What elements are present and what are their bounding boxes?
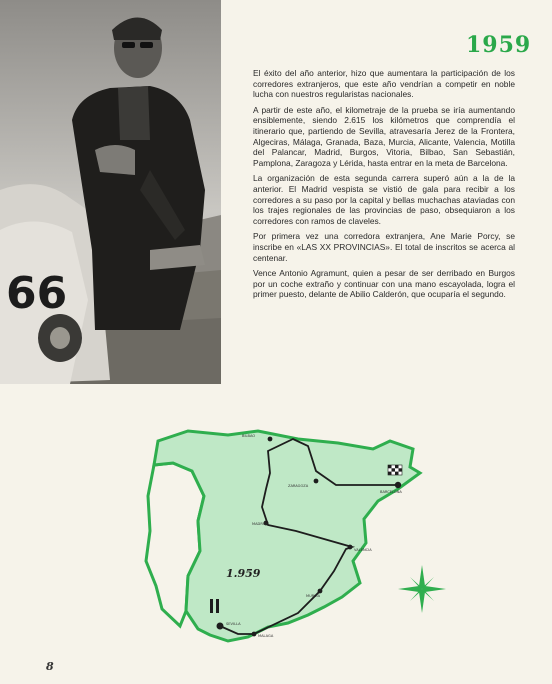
- city-dot: [348, 545, 353, 550]
- city-label-sevilla: SEVILLA: [226, 622, 241, 626]
- city-label-zaragoza: ZARAGOZA: [288, 484, 309, 488]
- map-year-label: 1.959: [226, 567, 261, 580]
- city-dot: [395, 482, 401, 488]
- scooter-number: 66: [6, 268, 68, 319]
- city-label-barcelona: BARCELONA: [380, 490, 402, 494]
- page-number: 8: [46, 660, 54, 673]
- route-map: [128, 401, 448, 664]
- city-dot: [217, 623, 224, 630]
- city-label-malaga: MALAGA: [258, 634, 274, 638]
- paragraph: Vence Antonio Agramunt, quien a pesar de ser derribado en Burgos por un coche extraño y continuar con una mano escayolada, logra el primer puesto, delante de Abilio Calderón, que ocuparía el segundo.: [253, 268, 515, 300]
- rider-photo-illustration: [0, 0, 221, 384]
- city-label-bilbao: BILBAO: [242, 434, 256, 438]
- city-label-valencia: VALENCIA: [354, 548, 372, 552]
- route-map-svg: [128, 401, 448, 664]
- city-label-murcia: MURCIA: [306, 594, 321, 598]
- paragraph: A partir de este año, el kilometraje de la prueba se iría aumentando ensiblemente, siendo 2.615 los kilómetros que comprendía el itinerario que, partiendo de Sevilla, atravesaría Jerez de la Frontera, Algeciras, Málaga, Granada, Baza, Murcia, Alicante, Valencia, Motilla del Palancar, Madrid, Burgos, Vitoria, Bilbao, San Sebastián, Pamplona, Zaragoza y Lérida, hasta entrar en la meta de Barcelona.: [253, 104, 515, 168]
- year-heading: 1959: [466, 32, 532, 58]
- city-dot: [268, 437, 273, 442]
- city-dot: [318, 589, 323, 594]
- compass-rose-icon: [398, 565, 446, 613]
- city-dot: [314, 479, 319, 484]
- city-label-madrid: MADRID: [252, 522, 267, 526]
- city-dot: [252, 632, 257, 637]
- paragraph: La organización de esta segunda carrera superó aún a la de la anterior. El Madrid vespista se vistió de gala para recibir a los corredores a su paso por la capital y bellas muchachas ataviadas con los trajes regionales de las provincias de paso, obsequiaron a los corredores con ramos de claveles.: [253, 173, 515, 226]
- paragraph: Por primera vez una corredora extranjera, Ane Marie Porcy, se inscribe en «LAS XX PROVINCIAS». El total de inscritos se acerca al centenar.: [253, 231, 515, 263]
- rider-photo: [0, 0, 221, 384]
- article-text: [253, 68, 515, 305]
- finish-flag-icon: [388, 465, 402, 475]
- paragraph: El éxito del año anterior, hizo que aumentara la participación de los corredores extranjeros, que este año vendrían a competir en noble lucha con nuestros regularistas nacionales.: [253, 68, 515, 100]
